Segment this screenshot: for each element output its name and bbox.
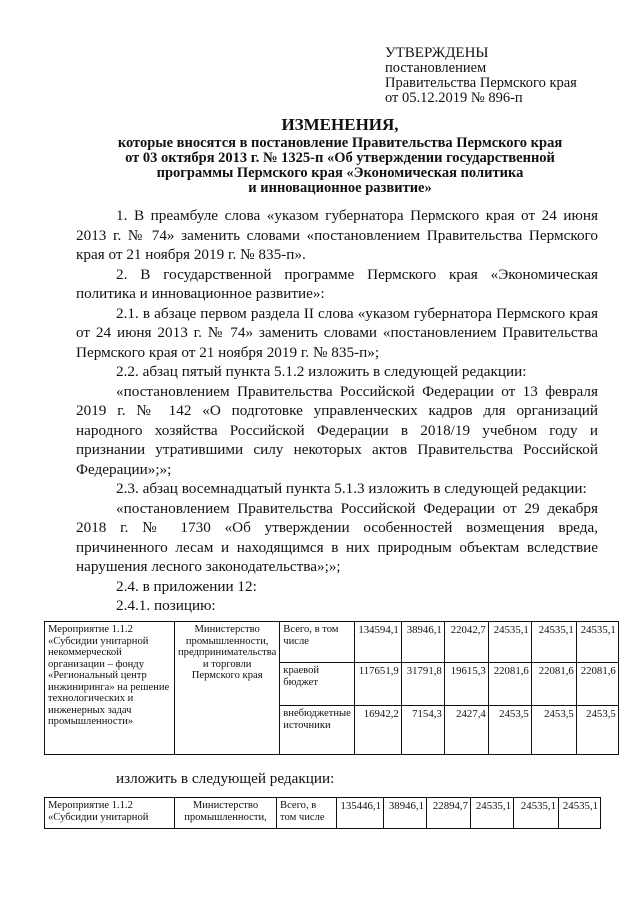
value-cell: 2453,5: [576, 706, 618, 755]
value-cell: 22042,7: [444, 622, 488, 663]
table-row: [45, 798, 601, 829]
document-title: ИЗМЕНЕНИЯ,: [281, 115, 399, 134]
measure-cell: Мероприятие 1.1.2 «Субсидии унитарной некоммерческой организации – фонду «Региональный центр инжиниринга» на решение технологических и инженерных задач промышленности»: [45, 622, 175, 755]
value-cell: 22081,6: [488, 663, 531, 706]
paragraph: «постановлением Правительства Российской Федерации от 13 февраля 2019 г. № 142 «О подготовке управленческих кадров для организаций народного хозяйства Российской Федерации в 2018/19 учебном году и признании утратившими силу некоторых актов Правительства Российской Федерации»;»;: [76, 382, 598, 478]
measure-cell: Мероприятие 1.1.2 «Субсидии унитарной: [45, 798, 175, 829]
subtitle-line: которые вносятся в постановление Правительства Пермского края: [117, 135, 563, 151]
value-cell: 117651,9: [354, 663, 401, 706]
value-cell: 24535,1: [514, 798, 559, 829]
value-cell: 22081,6: [576, 663, 618, 706]
document-subtitle: [60, 136, 620, 196]
value-cell: 2453,5: [488, 706, 531, 755]
source-cell: Всего, в том числе: [280, 622, 355, 663]
value-cell: 24535,1: [471, 798, 514, 829]
approval-line: от 05.12.2019 № 896-п: [385, 90, 523, 106]
source-cell: Всего, в том числе: [277, 798, 337, 829]
position-table-new: [44, 797, 601, 829]
value-cell: 24535,1: [488, 622, 531, 663]
approval-line: постановлением: [385, 60, 487, 76]
ministry-cell: Министерство промышленности, предпринимательства и торговли Пермского края: [175, 622, 280, 755]
paragraph: 2.3. абзац восемнадцатый пункта 5.1.3 изложить в следующей редакции:: [116, 480, 587, 497]
table-row: [45, 622, 619, 663]
value-cell: 135446,1: [337, 798, 384, 829]
value-cell: 7154,3: [401, 706, 444, 755]
value-cell: 38946,1: [401, 622, 444, 663]
redaction-label: изложить в следующей редакции:: [116, 770, 335, 787]
approval-block: [385, 46, 577, 106]
paragraph: 2. В государственной программе Пермского края «Экономическая политика и инновационное развитие»:: [76, 265, 598, 302]
approval-line: Правительства Пермского края: [385, 75, 577, 91]
approval-line: УТВЕРЖДЕНЫ: [385, 45, 489, 61]
position-table-old: [44, 621, 619, 755]
value-cell: 2427,4: [444, 706, 488, 755]
value-cell: 19615,3: [444, 663, 488, 706]
value-cell: 31791,8: [401, 663, 444, 706]
source-cell: внебюджетные источники: [280, 706, 355, 755]
value-cell: 2453,5: [531, 706, 576, 755]
source-cell: краевой бюджет: [280, 663, 355, 706]
subtitle-line: от 03 октября 2013 г. № 1325-п «Об утверждении государственной: [125, 150, 555, 166]
value-cell: 134594,1: [354, 622, 401, 663]
value-cell: 24535,1: [576, 622, 618, 663]
subtitle-line: программы Пермского края «Экономическая политика: [156, 165, 524, 181]
subtitle-line: и инновационное развитие»: [248, 180, 432, 196]
paragraph: 2.1. в абзаце первом раздела II слова «указом губернатора Пермского края от 24 июня 2013 г. № 74» заменить словами «постановлением Правительства Пермского края от 21 ноября 2019 г. № 835-п»;: [76, 304, 598, 361]
value-cell: 22081,6: [531, 663, 576, 706]
paragraph: 2.4.1. позицию:: [116, 597, 216, 614]
value-cell: 24535,1: [559, 798, 601, 829]
document-body: [76, 206, 598, 616]
value-cell: 38946,1: [384, 798, 427, 829]
value-cell: 16942,2: [354, 706, 401, 755]
paragraph: 2.2. абзац пятый пункта 5.1.2 изложить в следующей редакции:: [116, 363, 527, 380]
ministry-cell: Министерство промышленности,: [175, 798, 277, 829]
value-cell: 24535,1: [531, 622, 576, 663]
paragraph: 2.4. в приложении 12:: [116, 577, 257, 595]
value-cell: 22894,7: [427, 798, 471, 829]
paragraph: «постановлением Правительства Российской Федерации от 29 декабря 2018 г. № 1730 «Об утверждении особенностей возмещения вреда, причиненного лесам и находящимся в них природным объектам вследствие нарушения лесного законодательства»;»;: [76, 499, 598, 575]
paragraph: 1. В преамбуле слова «указом губернатора Пермского края от 24 июня 2013 г. № 74» заменить словами «постановлением Правительства Пермского края от 21 ноября 2019 г. № 835-п».: [76, 207, 598, 263]
